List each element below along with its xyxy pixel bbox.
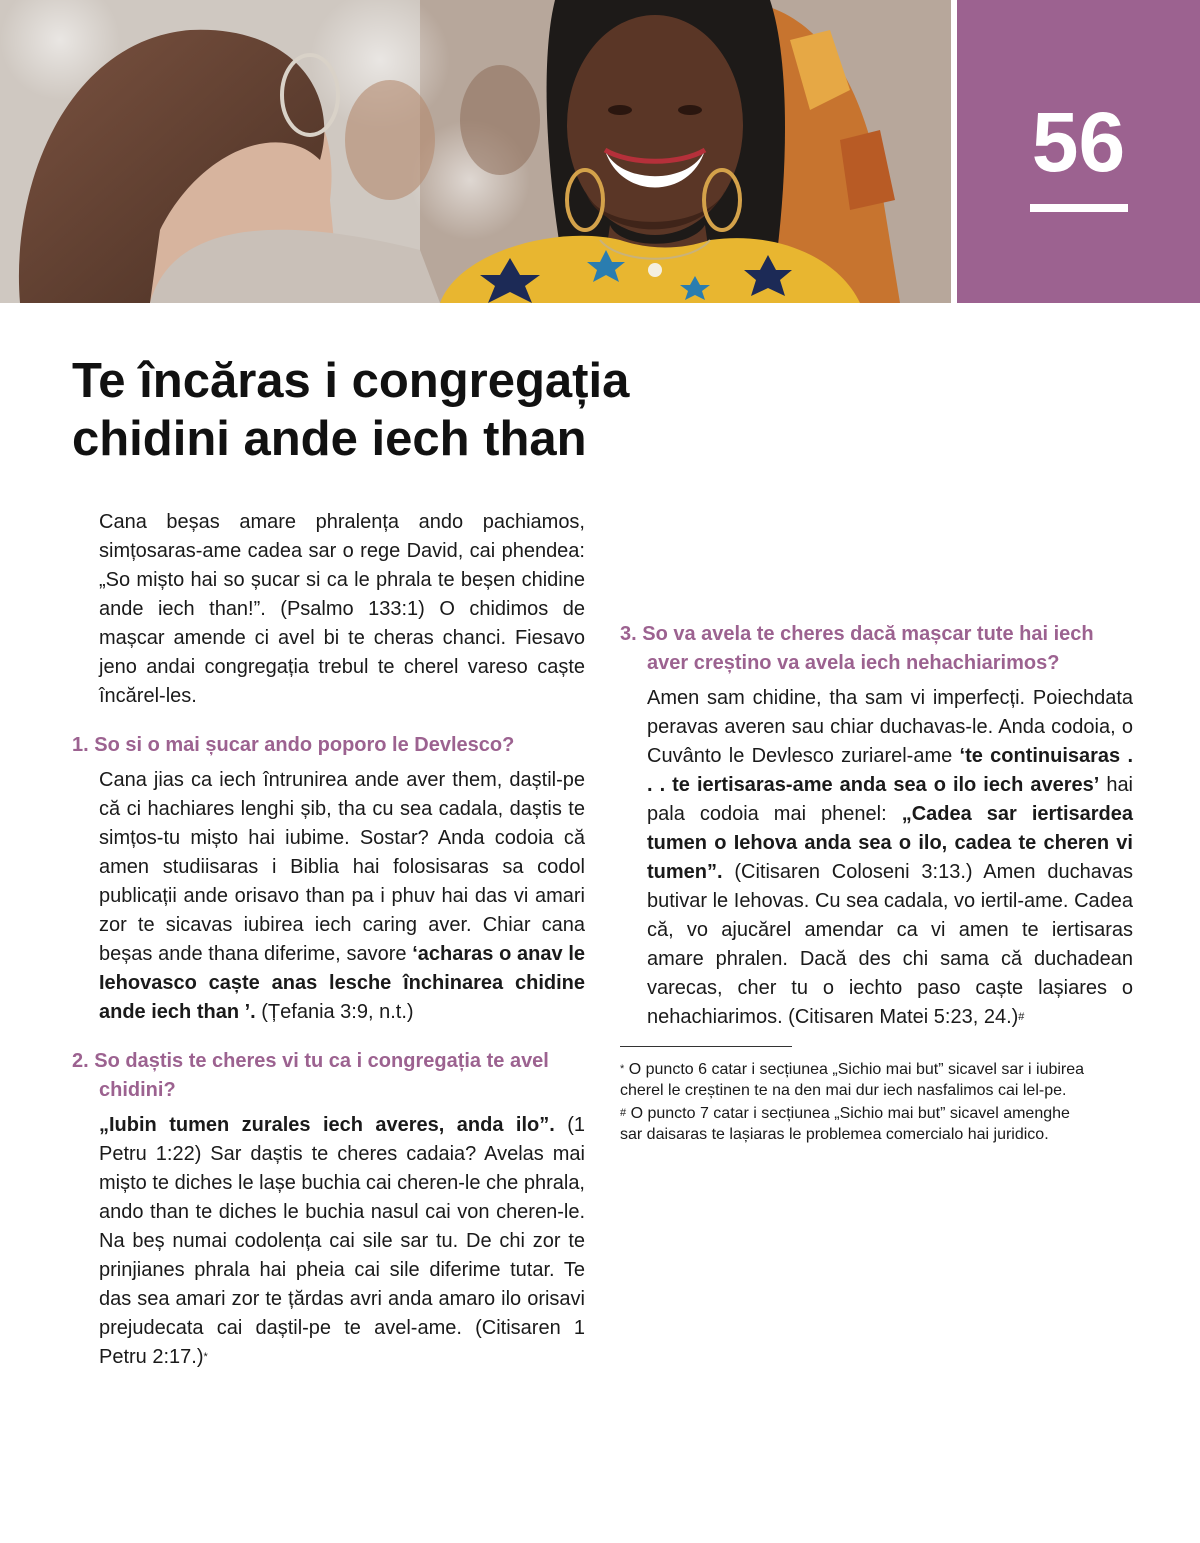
question-2-heading: 2. So daștis te cheres vi tu ca i congregația te avel chidini? [72, 1050, 549, 1101]
lesson-number: 56 [1031, 95, 1126, 189]
q2-text-a: (1 Petru 1:22) Sar daștis te cheres cadaia? Avelas mai mișto te diches le lașe buchia cai cheren-le che phrala, ando than te diches le buchia nasul cai von cheren-le. Na beș numai codolența cai sile sar tu. De chi zor te prinjianes phrala hai pheia cai sile diferime tutar. Te das sea amari zor te țărdas avri anda amaro ilo orisavi prejudecata cai daștil-pe te avel-ame. (Citisaren 1 Petru 2:17.) [99, 1114, 585, 1368]
question-1-heading: 1. So si o mai șucar ando poporo le Devlesco? [72, 734, 515, 756]
intro-paragraph: Cana beșas amare phralența ando pachiamos, simțosaras-ame cadea sar o rege David, cai phendea: „So mișto hai so șucar si ca le phrala te beșen chidine ande iech than!”. (Psalmo 133:1) O chidimos de mașcar amende ci avel bi te cheras chanci. Fiesavo jeno andai congregația trebul te cherel vareso caște încărel-les. [99, 511, 585, 707]
q3-footnote-marker[interactable]: # [1018, 1011, 1025, 1023]
q3-bold-quote-b: „Cadea sar iertisardea tumen o Iehova anda sea o ilo, cadea te cheren vi tumen”. [647, 803, 1133, 883]
left-column [72, 508, 585, 1372]
q3-bold-quote-a: ‘te continuisaras . . . te iertisaras-ame anda sea o ilo iech averes’ [647, 745, 1133, 796]
header-photo-illustration [0, 0, 951, 303]
q1-text-a: Cana jias ca iech întrunirea ande aver them, daștil-pe că ci hachiares lenghi șib, tha cu sea cadala, daștis te simțos-tu mișto hai iubime. Sostar? Anda codoia că amen studiisaras i Biblia hai folosisaras sa codol publicații ande orisavo than pa i phuv hai das vi amari zor te sicavas iubirea iech caring aver. Chiar cana beșas ande thana diferime, savore [99, 769, 585, 965]
footnote-2-text: O puncto 7 catar i secțiunea „Sichio mai but” sicavel amenghe sar daisaras te lașiaras le problemea comercialo hai juridico. [620, 1105, 1070, 1143]
footnote-1-text: O puncto 6 catar i secțiunea „Sichio mai but” sicavel sar i iubirea cherel le creștinen te na den mai dur iech nasfalimos cai lel-pe. [620, 1061, 1085, 1099]
q3-text-a: Amen sam chidine, tha sam vi imperfecți. Poiechdata peravas averen sau chiar duchavas-le. Anda codoia, o Cuvânto le Devlesco zuriarel-ame [647, 687, 1133, 767]
footnote-2 [620, 1103, 1133, 1145]
question-3-heading: 3. So va avela te cheres dacă mașcar tute hai iech aver creștino va avela iech nehachiarimos? [620, 623, 1094, 674]
lesson-number-box [957, 0, 1200, 303]
right-column [620, 508, 1133, 1147]
header-photo [0, 0, 951, 303]
footnote-1 [620, 1059, 1133, 1101]
footnote-1-mark: * [620, 1063, 625, 1075]
question-1-paragraph [72, 766, 585, 1027]
q3-text-c: (Citisaren Coloseni 3:13.) Amen duchavas butivar le Iehovas. Cu sea cadala, vo iertil-ame. Cadea că, vo ajucărel amendar ca vi amen te iertisaras amare phralen. Dacă des chi sama că duchadean varecas, cher tu o iechto paso caște lașiares o nehachiarimos. (Citisaren Matei 5:23, 24.) [647, 861, 1133, 1028]
q2-footnote-marker[interactable]: * [203, 1351, 208, 1363]
page-title-line2: chidini ande iech than [72, 412, 587, 466]
q2-bold-quote: „Iubin tumen zurales iech averes, anda ilo”. [99, 1114, 555, 1136]
page-title-line1: Te încăras i congregația [72, 354, 630, 408]
question-2-paragraph [72, 1111, 585, 1372]
footnote-2-mark: # [620, 1107, 627, 1119]
page-title [72, 352, 772, 468]
lesson-number-underline [1030, 204, 1128, 212]
q1-bold-quote: ‘acharas o anav le Iehovasco caște anas lesche închinarea chidine ande iech than ’. [99, 943, 585, 1023]
q1-text-b: (Țefania 3:9, n.t.) [255, 1001, 414, 1023]
footnote-divider [620, 1046, 792, 1047]
question-3-paragraph [620, 684, 1133, 1032]
q3-text-b: hai pala codoia mai phenel: [647, 774, 1134, 825]
